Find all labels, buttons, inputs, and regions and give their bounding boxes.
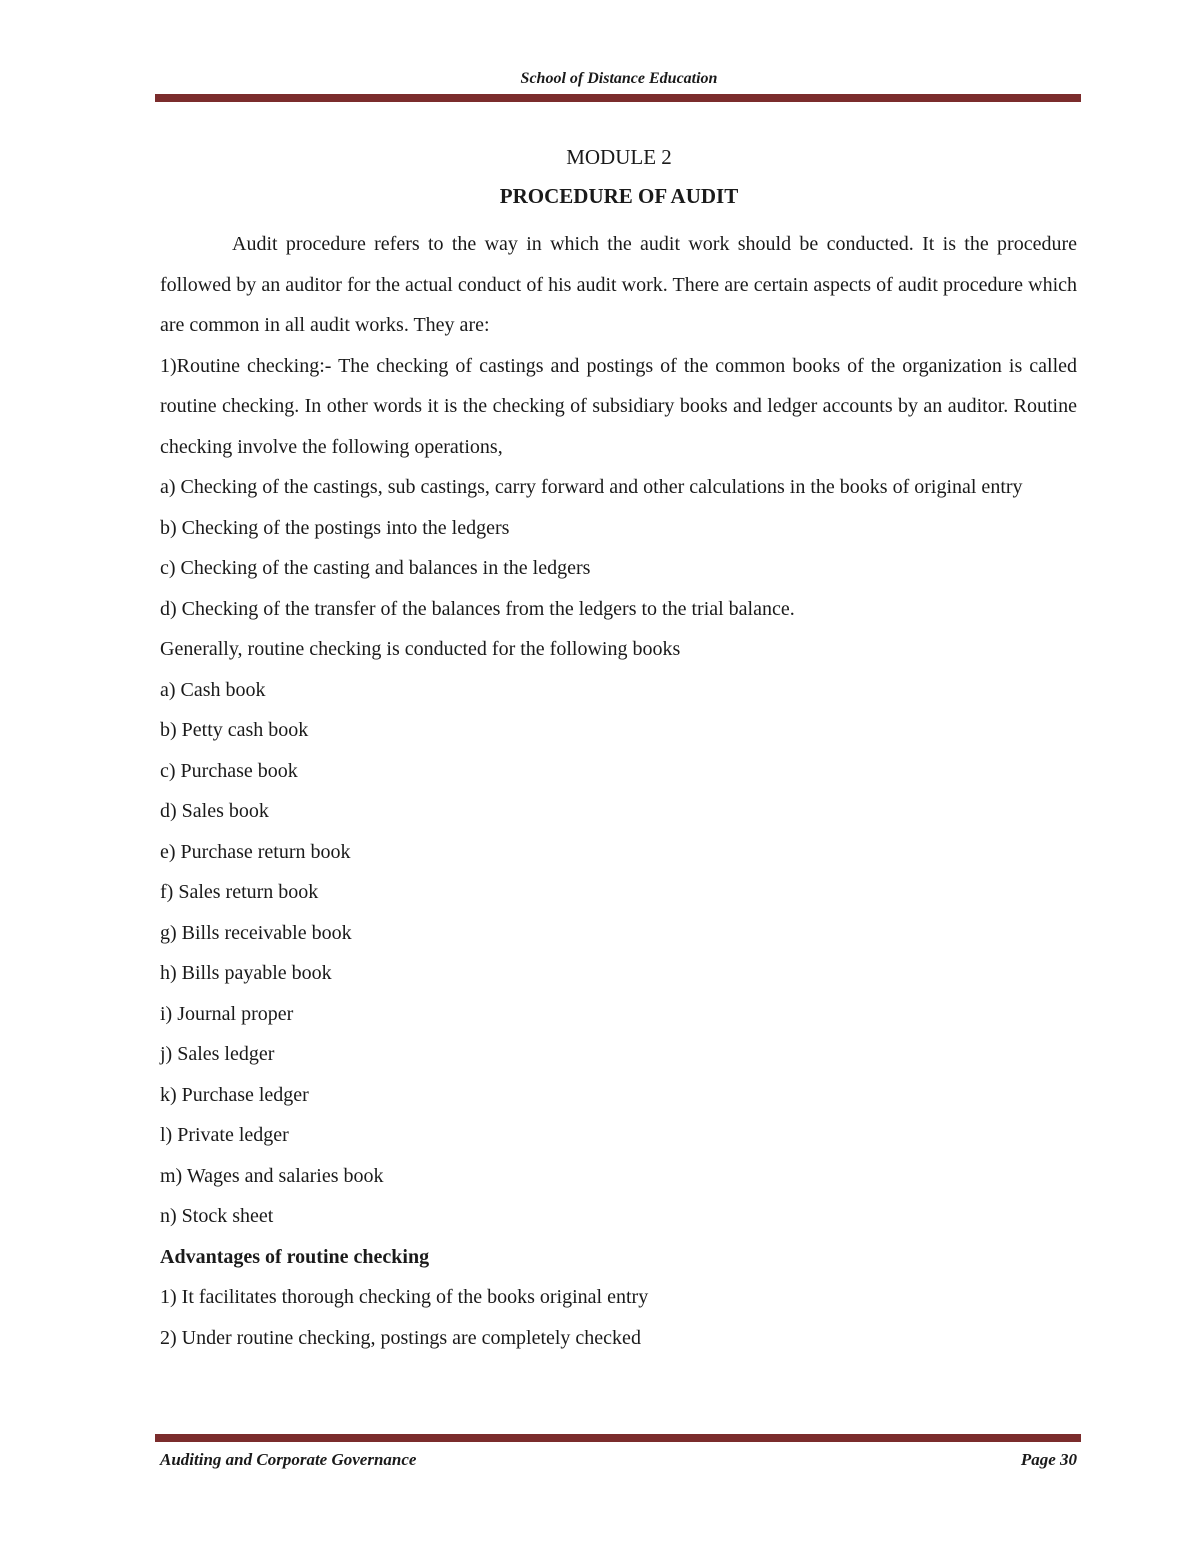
page-number: Page 30 <box>1020 1450 1077 1469</box>
books-intro: Generally, routine checking is conducted for the following books <box>160 638 681 660</box>
book-item: i) Journal proper <box>160 1002 294 1025</box>
operation-item: b) Checking of the postings into the ledgers <box>160 516 510 539</box>
operation-item: a) Checking of the castings, sub castings, carry forward and other calculations in the books of original entry <box>160 476 1023 498</box>
book-item: k) Purchase ledger <box>160 1083 309 1106</box>
book-item: d) Sales book <box>160 800 269 822</box>
book-item: a) Cash book <box>160 678 266 701</box>
book-item: e) Purchase return book <box>160 840 351 863</box>
advantage-item: 1) It facilitates thorough checking of the books original entry <box>160 1286 649 1308</box>
module-number: MODULE 2 <box>566 145 672 169</box>
advantages-heading: Advantages of routine checking <box>160 1245 430 1268</box>
book-item: c) Purchase book <box>160 759 298 782</box>
footer-course-title: Auditing and Corporate Governance <box>160 1450 417 1469</box>
book-item: m) Wages and salaries book <box>160 1164 384 1187</box>
module-title: PROCEDURE OF AUDIT <box>499 184 739 208</box>
book-item: f) Sales return book <box>160 881 319 903</box>
book-item: h) Bills payable book <box>160 962 332 984</box>
book-item: l) Private ledger <box>160 1124 289 1146</box>
running-header: School of Distance Education <box>520 70 718 87</box>
book-item: n) Stock sheet <box>160 1205 274 1227</box>
footer-rule <box>155 1434 1081 1442</box>
header-rule <box>155 94 1081 102</box>
intro-paragraph: Audit procedure refers to the way in which the audit work should be conducted. It is the procedure followed by an auditor for the actual conduct of his audit work. There are certain aspects of audit procedure which are common in all audit works. They are: <box>160 233 1077 336</box>
book-item: b) Petty cash book <box>160 719 309 741</box>
operation-item: d) Checking of the transfer of the balances from the ledgers to the trial balance. <box>160 597 795 620</box>
routine-checking-definition: 1)Routine checking:- The checking of castings and postings of the common books of the organization is called routine checking. In other words it is the checking of subsidiary books and ledger accounts by an auditor. Routine checking involve the following operations, <box>160 354 1077 458</box>
body-content <box>160 224 1077 1358</box>
operation-item: c) Checking of the casting and balances in the ledgers <box>160 557 591 579</box>
book-item: g) Bills receivable book <box>160 921 352 944</box>
book-item: j) Sales ledger <box>160 1043 275 1065</box>
advantage-item: 2) Under routine checking, postings are completely checked <box>160 1326 641 1349</box>
